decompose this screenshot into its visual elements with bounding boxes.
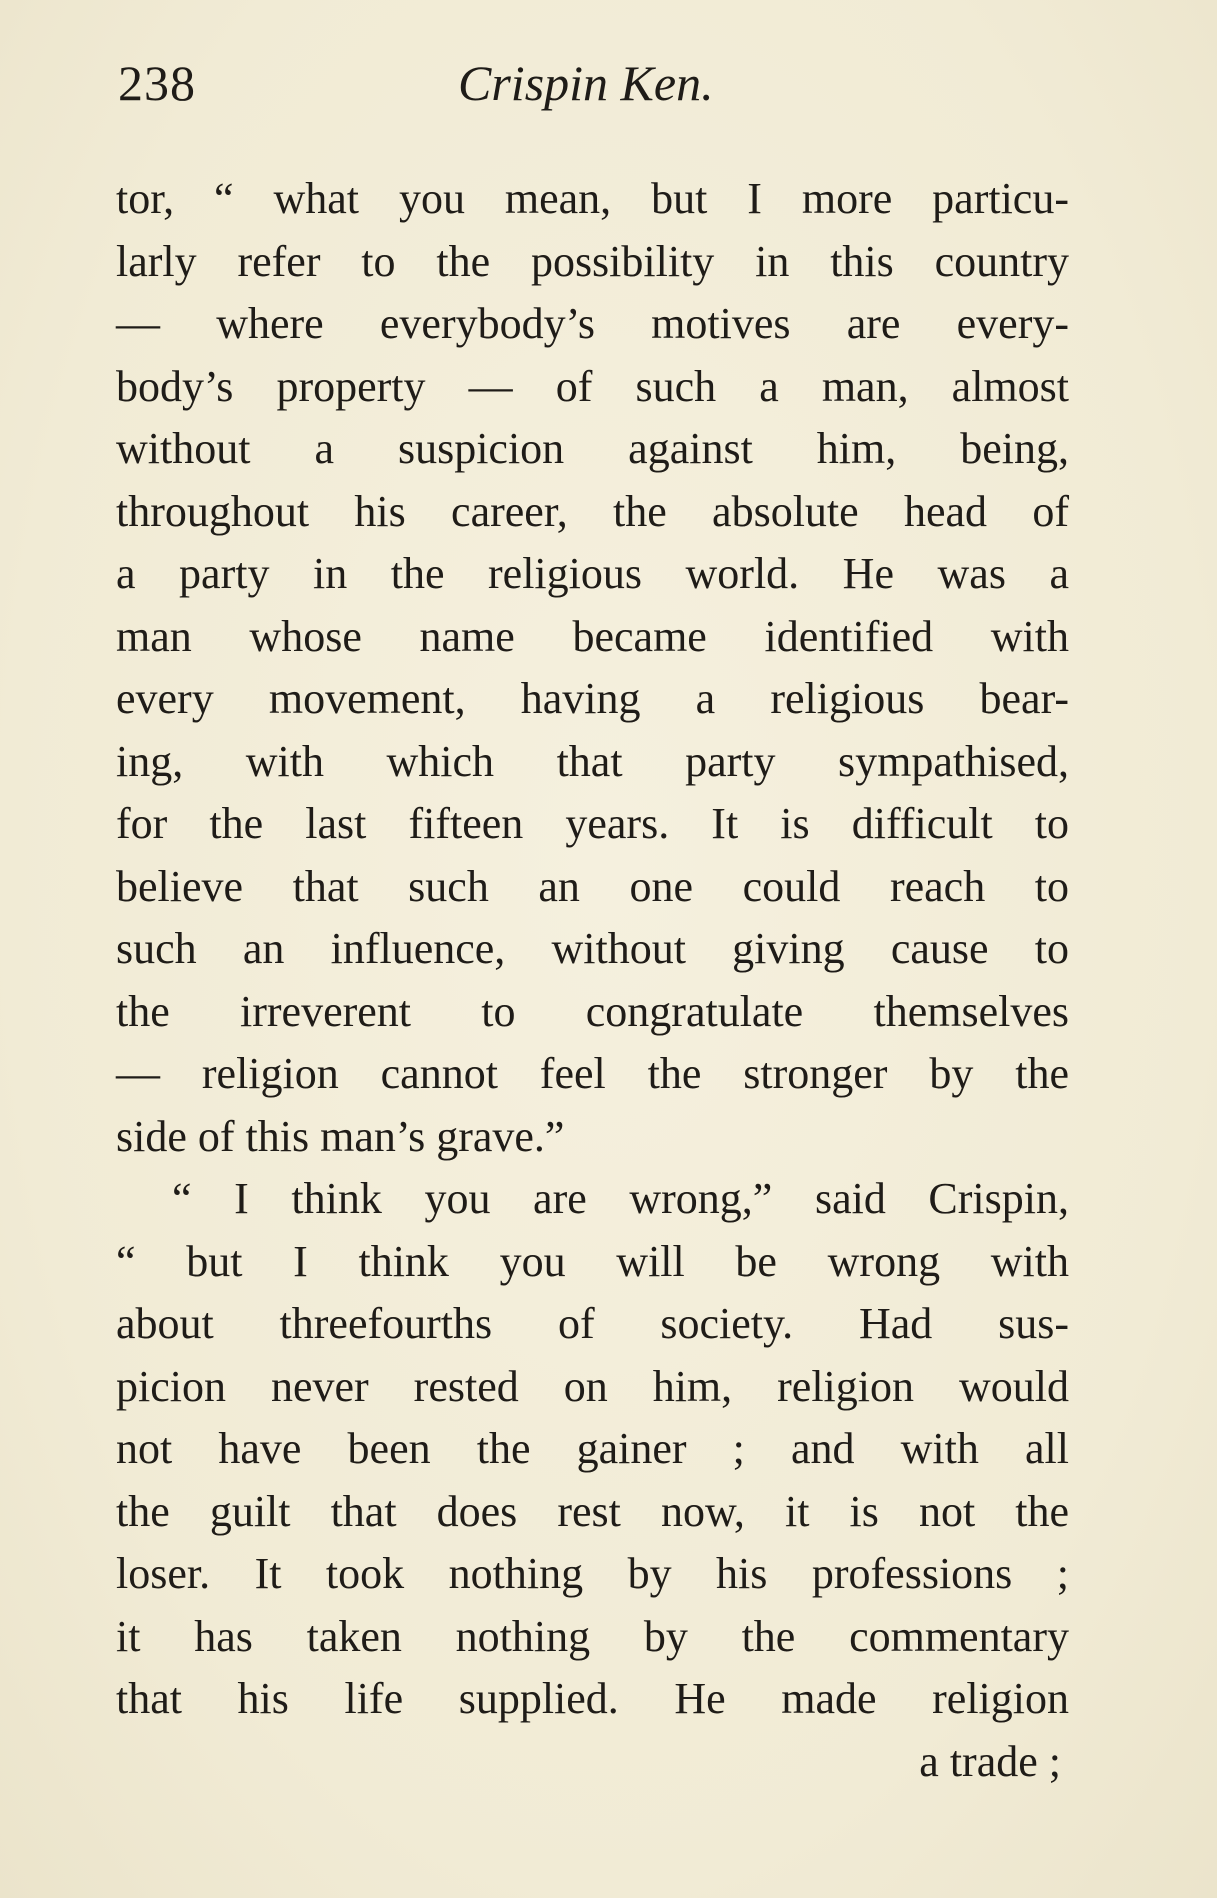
- text-line: body’s property — of such a man, almost: [116, 361, 1069, 411]
- running-title: Crispin Ken.: [458, 55, 714, 111]
- text-line: — where everybody’s motives are every-: [116, 299, 1069, 348]
- text-line: larly refer to the possibility in this country: [116, 236, 1069, 286]
- body-text: [116, 168, 1069, 1793]
- text-line: without a suspicion against him, being,: [116, 424, 1069, 473]
- text-line: picion never rested on him, religion would: [116, 1361, 1069, 1411]
- text-line: believe that such an one could reach to: [116, 861, 1069, 911]
- text-line: throughout his career, the absolute head of: [116, 486, 1069, 536]
- text-line: loser. It took nothing by his professions ;: [116, 1549, 1069, 1598]
- text-line: man whose name became identified with: [116, 611, 1069, 661]
- text-line: that his life supplied. He made religion: [116, 1674, 1069, 1723]
- text-line: the guilt that does rest now, it is not the: [116, 1486, 1069, 1536]
- text-line: the irreverent to congratulate themselves: [116, 986, 1069, 1036]
- text-line: “ I think you are wrong,” said Crispin,: [172, 1174, 1069, 1223]
- text-line: a party in the religious world. He was a: [116, 549, 1069, 598]
- page-header: [118, 54, 1068, 124]
- page-number: 238: [118, 55, 196, 111]
- text-line: side of this man’s grave.”: [116, 1111, 565, 1161]
- catchword: a trade ;: [919, 1736, 1061, 1786]
- text-line: for the last fifteen years. It is difficult to: [116, 799, 1069, 848]
- text-line: ing, with which that party sympathised,: [116, 736, 1069, 786]
- text-line: tor, “ what you mean, but I more particu-: [116, 174, 1069, 223]
- text-line: about threefourths of society. Had sus-: [116, 1299, 1069, 1348]
- text-line: “ but I think you will be wrong with: [116, 1236, 1069, 1286]
- text-line: not have been the gainer ; and with all: [116, 1424, 1069, 1473]
- text-line: it has taken nothing by the commentary: [116, 1611, 1069, 1661]
- text-line: every movement, having a religious bear-: [116, 674, 1069, 723]
- text-line: — religion cannot feel the stronger by the: [116, 1049, 1069, 1098]
- text-line: such an influence, without giving cause to: [116, 924, 1069, 973]
